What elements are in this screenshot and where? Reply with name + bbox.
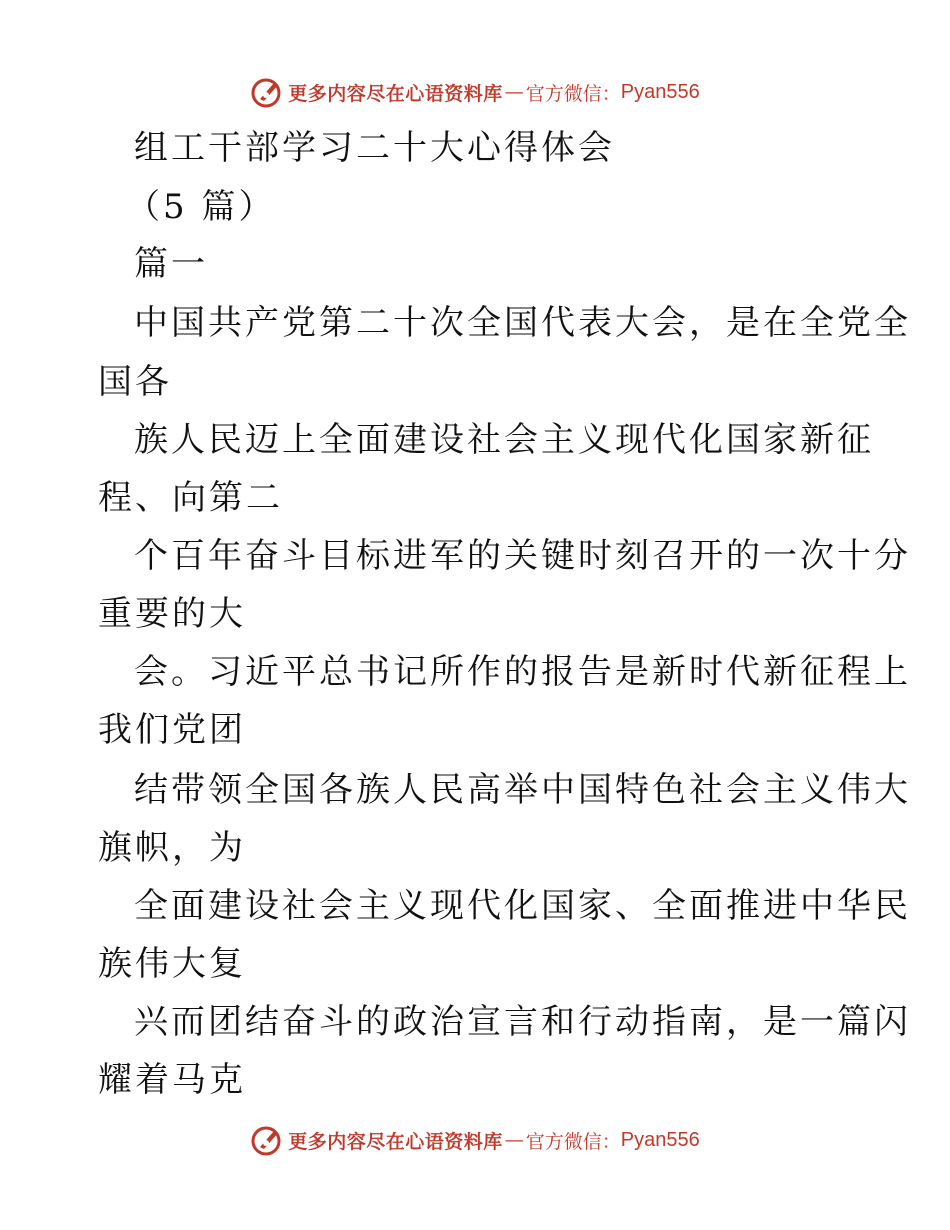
paragraph-line: 兴而团结奋斗的政治宣言和行动指南，是一篇闪	[134, 1002, 911, 1042]
paragraph-line: 重要的大	[98, 594, 246, 634]
paragraph-line: 国各	[98, 362, 172, 402]
watermark-text: 更多内容尽在心语资料库	[288, 1130, 503, 1153]
watermark-wechat-label: 官方微信：	[525, 1130, 621, 1153]
watermark-wechat-id: Pyan556	[620, 1128, 700, 1151]
pen-logo-icon	[250, 75, 284, 109]
pen-logo-icon	[250, 1123, 284, 1157]
paragraph-line: 族人民迈上全面建设社会主义现代化国家新征	[134, 420, 874, 460]
paragraph-line: 耀着马克	[98, 1060, 246, 1100]
paragraph-line: 个百年奋斗目标进军的关键时刻召开的一次十分	[134, 536, 911, 576]
watermark-wechat-id: Pyan556	[620, 80, 700, 103]
paragraph-line: 我们党团	[98, 710, 246, 750]
footer-watermark	[0, 1118, 950, 1162]
paragraph-line: 程、向第二	[98, 478, 283, 518]
paragraph-line: 族伟大复	[98, 944, 246, 984]
header-watermark	[0, 70, 950, 114]
paragraph-line: 旗帜，为	[98, 828, 246, 868]
paragraph-line: 结带领全国各族人民高举中国特色社会主义伟大	[134, 770, 911, 810]
watermark-dash: —	[504, 1129, 524, 1151]
document-title: 组工干部学习二十大心得体会	[134, 128, 615, 168]
section-heading: 篇一	[134, 244, 208, 284]
watermark-dash: —	[504, 81, 524, 103]
paragraph-line: 中国共产党第二十次全国代表大会，是在全党全	[134, 303, 911, 343]
paragraph-line: 全面建设社会主义现代化国家、全面推进中华民	[134, 886, 911, 926]
paragraph-line: 会。习近平总书记所作的报告是新时代新征程上	[134, 652, 911, 692]
watermark-text: 更多内容尽在心语资料库	[288, 82, 503, 105]
watermark-wechat-label: 官方微信：	[525, 82, 621, 105]
document-subtitle: （5 篇）	[126, 187, 276, 227]
